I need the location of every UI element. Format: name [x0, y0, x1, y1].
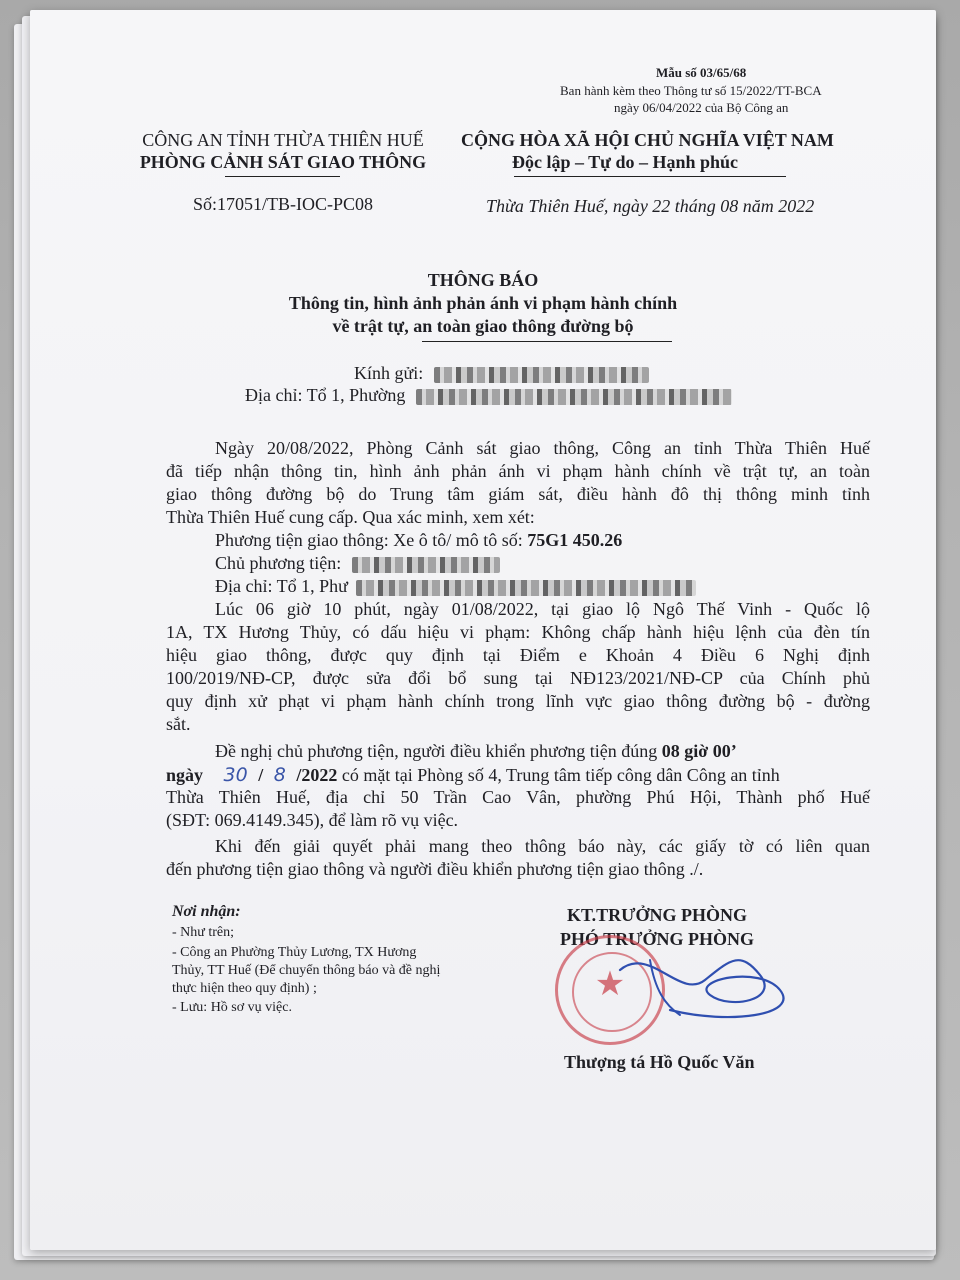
p3-line-4: (SĐT: 069.4149.345), để làm rõ vụ việc. — [166, 810, 459, 830]
recipients-item-1: - Như trên; — [172, 925, 235, 940]
p3-line-2 — [166, 764, 780, 786]
p2-line-4: 100/2019/NĐ-CP, được sửa đổi bổ sung tại NĐ123/2021/NĐ-CP của Chính phủ — [166, 668, 870, 688]
motto-underline — [514, 176, 786, 177]
p2-line-1: Lúc 06 giờ 10 phút, ngày 01/08/2022, tại giao lộ Ngô Thế Vinh - Quốc lộ — [215, 599, 870, 619]
p2-line-3: hiệu giao thông, được quy định tại Điểm e Khoản 4 Điều 6 Nghị định — [166, 645, 870, 665]
appointment-year: /2022 — [296, 765, 338, 785]
nation-motto: Độc lập – Tự do – Hạnh phúc — [512, 152, 739, 172]
p1-line-3: giao thông đường bộ do Trung tâm giám sát, điều hành đô thị thông minh tỉnh — [166, 484, 870, 504]
redacted-recipient-address — [416, 389, 732, 405]
place-date: Thừa Thiên Huế, ngày 22 tháng 08 năm 2022 — [486, 196, 815, 216]
p4-line-2: đến phương tiện giao thông và người điều khiển phương tiện giao thông ./. — [166, 859, 704, 879]
handwritten-signature — [610, 940, 800, 1030]
p3-line-1 — [215, 741, 870, 762]
doc-subtitle-1: Thông tin, hình ảnh phản ánh vi phạm hành chính — [288, 293, 678, 313]
recipient-address-line — [245, 385, 732, 406]
recipients-item-3: Thủy, TT Huế (Để chuyển thông báo và đề nghị — [172, 963, 441, 978]
title-underline — [422, 341, 672, 342]
redacted-recipient — [434, 367, 649, 383]
document-number: Số:17051/TB-IOC-PC08 — [192, 194, 374, 214]
p2-line-6: sắt. — [166, 714, 191, 734]
handwritten-day: 30 — [223, 764, 248, 786]
signer-name: Thượng tá Hồ Quốc Văn — [564, 1052, 755, 1072]
vehicle-label: Phương tiện giao thông: Xe ô tô/ mô tô số: — [215, 530, 523, 550]
recipient-address-label: Địa chỉ: Tổ 1, Phường — [245, 385, 406, 405]
agency-line2: PHÒNG CẢNH SÁT GIAO THÔNG — [139, 152, 427, 172]
owner-address-label: Địa chỉ: Tổ 1, Phư — [215, 576, 348, 596]
owner-line — [215, 553, 500, 574]
recipient-line — [354, 363, 649, 384]
p3-line-1-text: Đề nghị chủ phương tiện, người điều khiển phương tiện đúng — [215, 741, 658, 761]
appointment-time: 08 giờ 00’ — [661, 741, 737, 761]
recipients-title: Nơi nhận: — [172, 903, 241, 920]
nation-title: CỘNG HÒA XÃ HỘI CHỦ NGHĨA VIỆT NAM — [461, 130, 834, 150]
p1-line-2: đã tiếp nhận thông tin, hình ảnh phản ánh vi phạm hành chính về trật tự, an toàn — [166, 461, 870, 481]
agency-line1: CÔNG AN TỈNH THỪA THIÊN HUẾ — [142, 130, 424, 150]
form-issued-with: Ban hành kèm theo Thông tư số 15/2022/TT-BCA — [560, 83, 822, 98]
p4-line-1: Khi đến giải quyết phải mang theo thông báo này, các giấy tờ có liên quan — [215, 836, 870, 856]
recipients-item-2: - Công an Phường Thủy Lương, TX Hương — [172, 945, 417, 960]
signer-role-1: KT.TRƯỞNG PHÒNG — [567, 905, 747, 925]
vehicle-line — [215, 530, 622, 551]
doc-subtitle-2: về trật tự, an toàn giao thông đường bộ — [332, 316, 634, 336]
doc-title: THÔNG BÁO — [427, 270, 539, 290]
document-page — [30, 10, 936, 1250]
plate-number: 75G1 450.26 — [527, 530, 623, 550]
signer-role-2: PHÓ TRƯỞNG PHÒNG — [560, 929, 755, 949]
recipients-item-5: - Lưu: Hồ sơ vụ việc. — [172, 1000, 292, 1015]
p3-line-3: Thừa Thiên Huế, địa chỉ 50 Trần Cao Vân, phường Phú Hội, Thành phố Huế — [166, 787, 870, 807]
redacted-owner — [352, 557, 500, 573]
form-number: Mẫu số 03/65/68 — [656, 65, 747, 80]
recipients-item-4: thực hiện theo quy định) ; — [172, 981, 317, 996]
p2-line-5: quy định xử phạt vi phạm hành chính trong lĩnh vực giao thông đường bộ - đường — [166, 691, 870, 711]
handwritten-month: 8 — [273, 764, 286, 786]
p1-line-1: Ngày 20/08/2022, Phòng Cảnh sát giao thông, Công an tỉnh Thừa Thiên Huế — [215, 438, 870, 458]
p2-line-2: 1A, TX Hương Thủy, có dấu hiệu vi phạm: Không chấp hành hiệu lệnh của đèn tín — [166, 622, 870, 642]
recipient-label: Kính gửi: — [354, 363, 424, 383]
p3-ngay: ngày — [166, 765, 204, 785]
date-slash: / — [258, 765, 264, 785]
p1-line-4: Thừa Thiên Huế cung cấp. Qua xác minh, xem xét: — [166, 507, 535, 527]
owner-address-line — [215, 576, 696, 597]
redacted-owner-address — [356, 580, 696, 596]
agency-underline — [225, 176, 340, 177]
p3-line-2-text: có mặt tại Phòng số 4, Trung tâm tiếp công dân Công an tỉnh — [341, 765, 780, 785]
form-issued-date: ngày 06/04/2022 của Bộ Công an — [614, 100, 789, 115]
seal-star-icon: ★ — [594, 964, 626, 1004]
owner-label: Chủ phương tiện: — [215, 553, 342, 573]
